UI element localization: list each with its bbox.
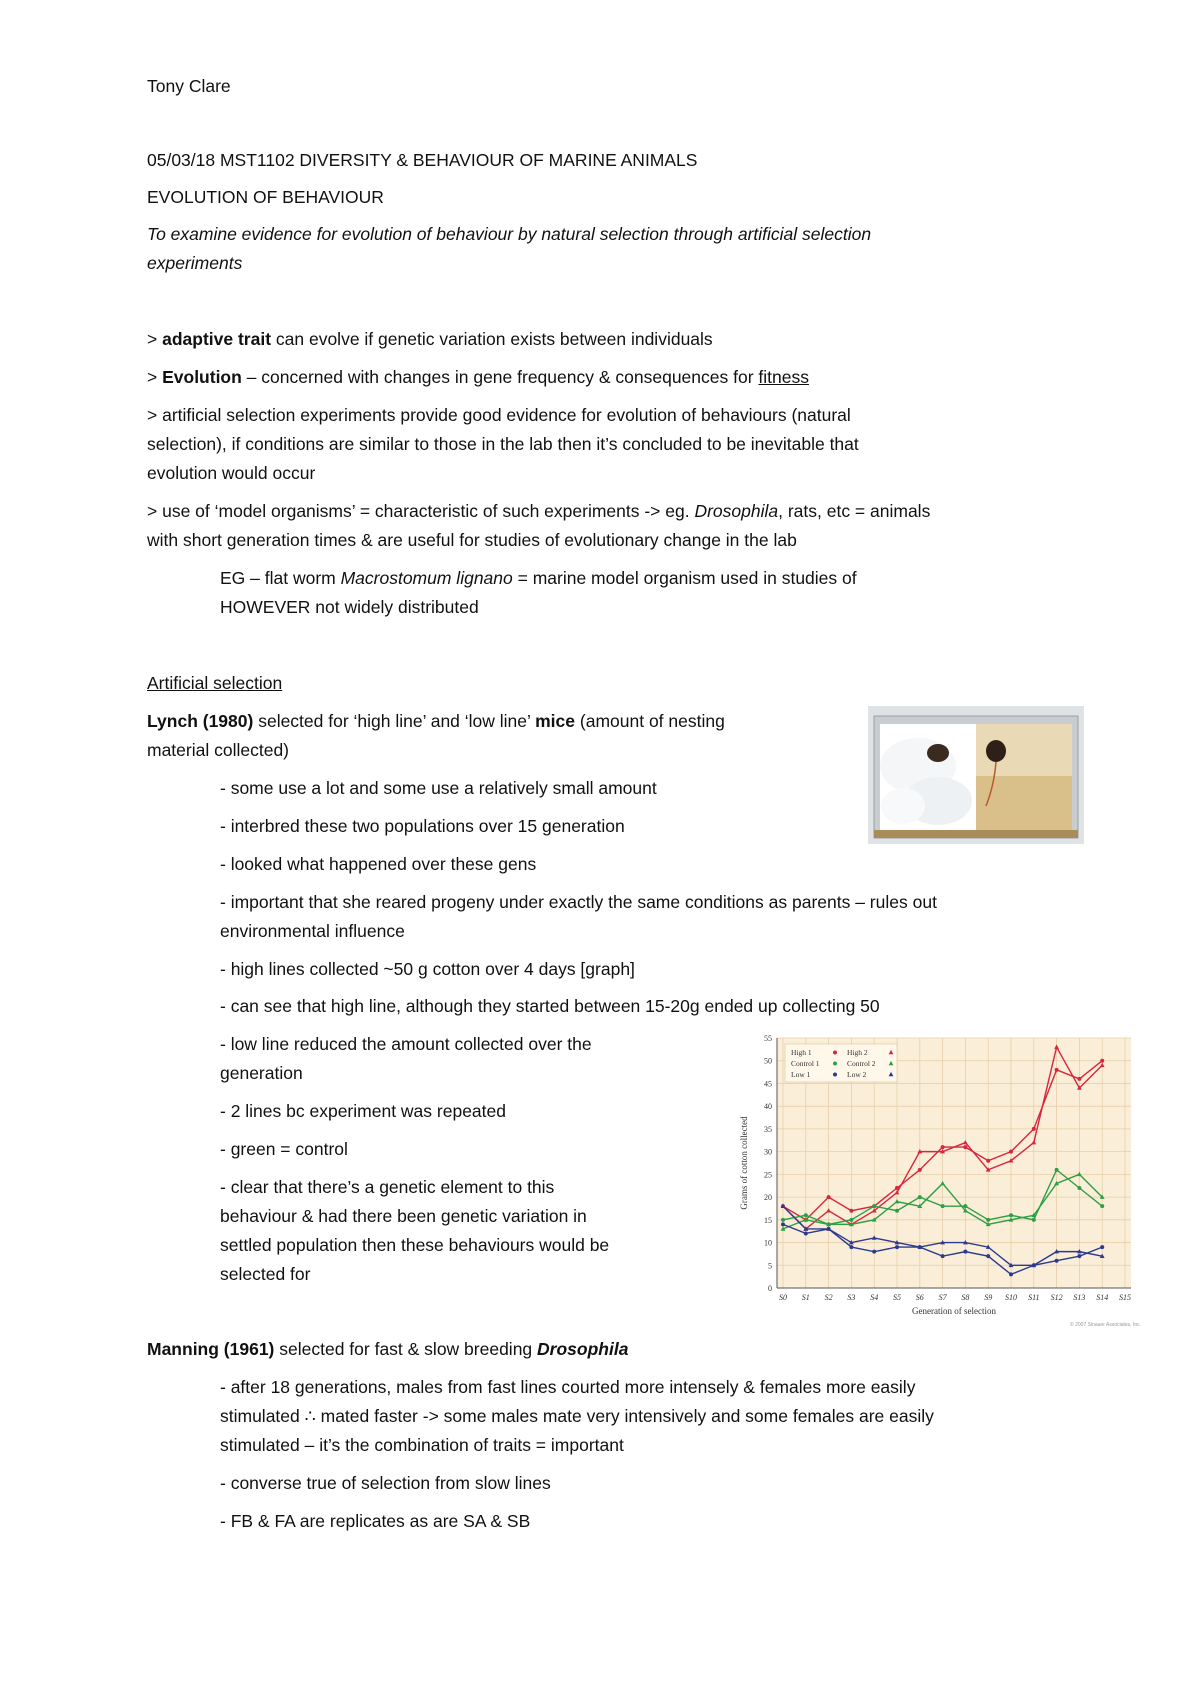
x-tick-label: S6 <box>915 1293 924 1302</box>
x-tick-label: S10 <box>1005 1293 1017 1302</box>
data-point <box>849 1209 853 1213</box>
data-point <box>1009 1150 1013 1154</box>
lynch-bullet: environmental influence <box>220 921 405 941</box>
topic-heading: EVOLUTION OF BEHAVIOUR <box>147 187 384 207</box>
y-tick-label: 10 <box>764 1238 772 1248</box>
intro-model-l1 <box>147 498 930 524</box>
data-point <box>1100 1204 1104 1208</box>
x-tick-label: S8 <box>961 1293 970 1302</box>
data-point <box>1009 1213 1013 1217</box>
legend-label: High 1 <box>791 1048 812 1057</box>
author-name: Tony Clare <box>147 76 231 96</box>
data-point <box>918 1168 922 1172</box>
data-point <box>781 1222 785 1226</box>
y-tick-label: 55 <box>764 1034 772 1043</box>
term-adaptive-trait: adaptive trait <box>162 329 272 349</box>
data-point <box>895 1245 899 1249</box>
x-tick-label: S12 <box>1050 1293 1063 1302</box>
example-l2: HOWEVER not widely distributed <box>220 597 479 617</box>
lynch-bullet: settled population then these behaviours would be <box>220 1235 610 1255</box>
text: = marine model organism used in studies of <box>512 568 857 588</box>
lynch-bullet: - low line reduced the amount collected over the <box>220 1034 592 1054</box>
y-tick-label: 40 <box>764 1102 772 1112</box>
x-tick-label: S3 <box>847 1293 856 1302</box>
data-point <box>941 1145 945 1149</box>
text: EG – flat worm <box>220 568 341 588</box>
data-point <box>1032 1127 1036 1131</box>
text: selected for ‘high line’ and ‘low line’ <box>253 711 536 731</box>
y-axis-label: Grams of cotton collected <box>739 1116 749 1210</box>
legend-label: Low 1 <box>791 1070 811 1079</box>
manning-bullet: - converse true of selection from slow lines <box>220 1473 551 1493</box>
lynch-bullet: - green = control <box>220 1139 348 1159</box>
data-point <box>1055 1068 1059 1072</box>
x-tick-label: S4 <box>870 1293 879 1302</box>
section-heading-text: Artificial selection <box>147 673 283 693</box>
data-point <box>1077 1186 1081 1190</box>
data-point <box>963 1250 967 1254</box>
lynch-l1 <box>147 708 725 734</box>
x-tick-label: S0 <box>779 1293 787 1302</box>
citation-manning: Manning (1961) <box>147 1339 275 1359</box>
intro-model-l2: with short generation times & are useful for studies of evolutionary change in the lab <box>147 530 797 550</box>
data-point <box>1100 1059 1104 1063</box>
x-axis-label: Generation of selection <box>912 1306 996 1316</box>
lynch-l2: material collected) <box>147 740 289 760</box>
term-drosophila: Drosophila <box>694 501 779 521</box>
manning-bullet: - FB & FA are replicates as are SA & SB <box>220 1511 531 1531</box>
citation-lynch: Lynch (1980) <box>147 711 254 731</box>
y-tick-label: 45 <box>764 1079 772 1089</box>
gt-marker: > <box>147 329 163 349</box>
text: selected for fast & slow breeding <box>274 1339 538 1359</box>
y-tick-label: 0 <box>768 1284 772 1293</box>
x-tick-label: S1 <box>801 1293 810 1302</box>
legend-label: Low 2 <box>847 1070 867 1079</box>
manning-bullet: - after 18 generations, males from fast lines courted more intensely & females more easily <box>220 1377 916 1397</box>
y-tick-label: 50 <box>764 1056 772 1066</box>
chart-copyright: © 2007 Sinauer Associates, Inc. <box>1070 1322 1141 1328</box>
course-line: 05/03/18 MST1102 DIVERSITY & BEHAVIOUR OF MARINE ANIMALS <box>147 150 698 170</box>
x-tick-label: S14 <box>1096 1293 1109 1302</box>
term-fitness: fitness <box>758 367 809 387</box>
manning-bullet: stimulated – it’s the combination of traits = important <box>220 1435 624 1455</box>
data-point <box>941 1204 945 1208</box>
x-tick-label: S5 <box>893 1293 901 1302</box>
data-point <box>918 1195 922 1199</box>
intro-evolution <box>147 364 809 390</box>
y-tick-label: 35 <box>764 1124 772 1134</box>
data-point <box>804 1213 808 1217</box>
data-point <box>872 1204 876 1208</box>
data-point <box>963 1204 967 1208</box>
data-point <box>872 1250 876 1254</box>
data-point <box>1100 1245 1104 1249</box>
data-point <box>1077 1077 1081 1081</box>
data-point <box>895 1209 899 1213</box>
lynch-bullet: - clear that there’s a genetic element to this <box>220 1177 555 1197</box>
data-point <box>941 1254 945 1258</box>
text: , rats, etc = animals <box>778 501 931 521</box>
data-point <box>986 1254 990 1258</box>
term-macrostomum: Macrostomum lignano <box>340 568 513 588</box>
text: > use of ‘model organisms’ = characteristic of such experiments -> eg. <box>147 501 695 521</box>
x-tick-label: S7 <box>938 1293 947 1302</box>
y-tick-label: 20 <box>764 1193 772 1203</box>
lynch-bullet: behaviour & had there been genetic variation in <box>220 1206 587 1226</box>
nesting-selection-chart <box>733 1030 1145 1330</box>
data-point <box>849 1218 853 1222</box>
lynch-bullet: - important that she reared progeny under exactly the same conditions as parents – rules out <box>220 892 937 912</box>
term-drosophila: Drosophila <box>537 1339 629 1359</box>
data-point <box>1055 1259 1059 1263</box>
legend-marker <box>833 1051 837 1055</box>
legend-label: Control 1 <box>791 1059 820 1068</box>
lynch-bullet: - high lines collected ~50 g cotton over 4 days [graph] <box>220 959 635 979</box>
y-tick-label: 25 <box>764 1170 772 1180</box>
x-tick-label: S9 <box>984 1293 993 1302</box>
aim-line-2: experiments <box>147 253 243 273</box>
section-heading <box>147 670 282 696</box>
x-tick-label: S15 <box>1119 1293 1131 1302</box>
lynch-bullet: - 2 lines bc experiment was repeated <box>220 1101 506 1121</box>
lynch-bullet: - looked what happened over these gens <box>220 854 537 874</box>
y-tick-label: 30 <box>764 1147 772 1157</box>
intro-artificial-l1: > artificial selection experiments provide good evidence for evolution of behaviours (natural <box>147 405 851 425</box>
lynch-bullet: selected for <box>220 1264 311 1284</box>
data-point <box>986 1159 990 1163</box>
term-mice: mice <box>535 711 576 731</box>
x-tick-label: S13 <box>1073 1293 1086 1302</box>
y-tick-label: 15 <box>764 1215 772 1225</box>
legend-label: Control 2 <box>847 1059 876 1068</box>
gt-marker: > <box>147 367 163 387</box>
aim-line-1: To examine evidence for evolution of behaviour by natural selection through artificial selection <box>147 224 872 244</box>
data-point <box>849 1245 853 1249</box>
intro-adaptive-trait <box>147 326 713 352</box>
manning-bullet: stimulated ∴ mated faster -> some males mate very intensively and some females are easily <box>220 1406 934 1426</box>
data-point <box>827 1195 831 1199</box>
data-point <box>1055 1168 1059 1172</box>
data-point <box>1009 1272 1013 1276</box>
lynch-bullet: generation <box>220 1063 303 1083</box>
term-evolution: Evolution <box>162 367 242 387</box>
legend-marker <box>833 1073 837 1077</box>
lynch-bullet: - interbred these two populations over 15 generation <box>220 816 625 836</box>
intro-artificial-l3: evolution would occur <box>147 463 316 483</box>
x-tick-label: S11 <box>1028 1293 1040 1302</box>
manning-l1 <box>147 1336 628 1362</box>
data-point <box>781 1218 785 1222</box>
data-point <box>986 1218 990 1222</box>
text: can evolve if genetic variation exists between individuals <box>271 329 713 349</box>
data-point <box>1077 1254 1081 1258</box>
text: – concerned with changes in gene frequency & consequences for <box>241 367 759 387</box>
x-tick-label: S2 <box>824 1293 833 1302</box>
lynch-bullet: - can see that high line, although they started between 15-20g ended up collecting 50 <box>220 996 880 1016</box>
data-point <box>1032 1218 1036 1222</box>
example-l1 <box>220 565 857 591</box>
legend-label: High 2 <box>847 1048 868 1057</box>
text: (amount of nesting <box>575 711 725 731</box>
y-tick-label: 5 <box>768 1261 772 1271</box>
mice-nesting-photo <box>868 706 1084 844</box>
legend-marker <box>833 1062 837 1066</box>
intro-artificial-l2: selection), if conditions are similar to those in the lab then it’s concluded to be inevitable that <box>147 434 859 454</box>
data-point <box>804 1231 808 1235</box>
lynch-bullet: - some use a lot and some use a relatively small amount <box>220 778 657 798</box>
data-point <box>963 1145 967 1149</box>
